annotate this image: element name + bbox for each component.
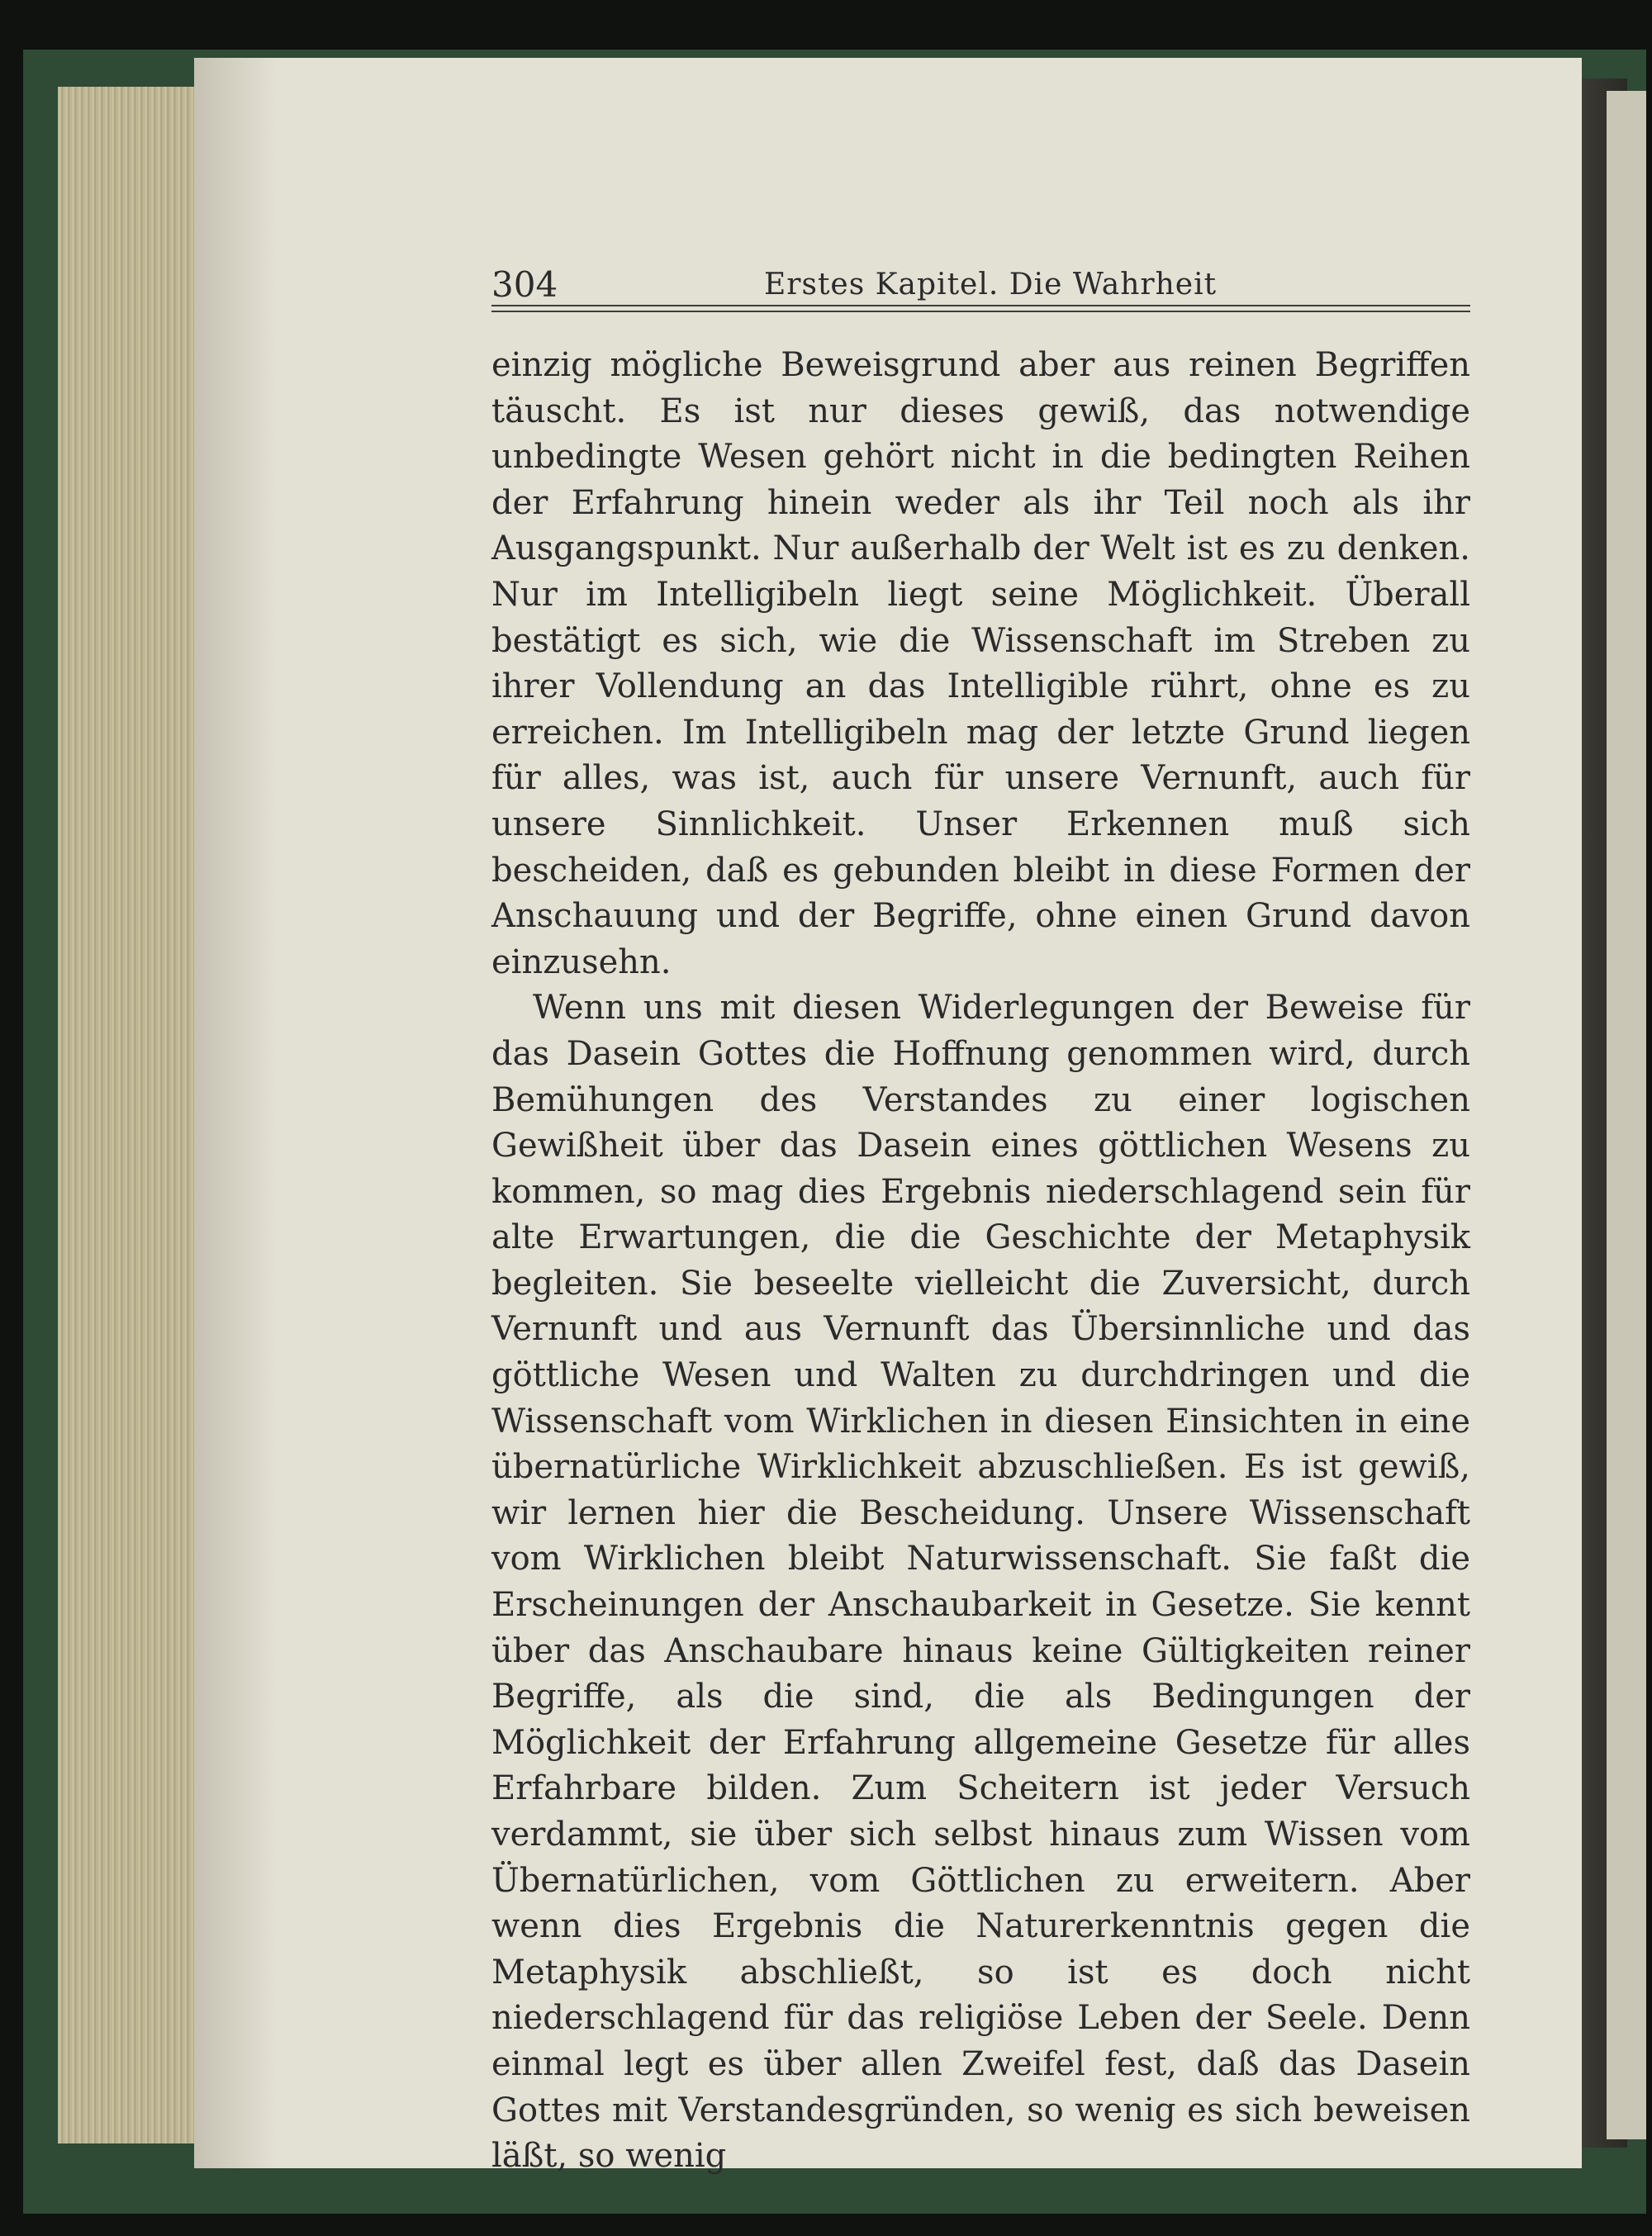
page-edges [58,87,206,2143]
gutter-shadow [194,58,277,2168]
paragraph: Wenn uns mit diesen Widerlegungen der Beweise für das Dasein Gottes die Hoffnung genommen wird, durch Bemühungen des Verstandes zu einer logischen Gewißheit über das Dasein eines göttlichen Wesens zu kommen, so mag dies Ergebnis niederschlagend sein für alte Erwartungen, die die Geschichte der Metaphysik begleiten. Sie beseelte vielleicht die Zuversicht, durch Vernunft und aus Vernunft das Übersinnliche und das göttliche Wesen und Walten zu durchdringen und die Wissenschaft vom Wirklichen in diesen Einsichten in eine übernatürliche Wirklichkeit abzuschließen. Es ist gewiß, wir lernen hier die Bescheidung. Unsere Wissenschaft vom Wirklichen bleibt Naturwissenschaft. Sie faßt die Erscheinungen der Anschaubarkeit in Gesetze. Sie kennt über das Anschaubare hinaus keine Gültigkeiten reiner Begriffe, als die sind, die als Bedingungen der Möglichkeit der Erfahrung allgemeine Gesetze für alles Erfahrbare bilden. Zum Scheitern ist jeder Versuch verdammt, sie über sich selbst hinaus zum Wissen vom Übernatürlichen, vom Göttlichen zu erweitern. Aber wenn dies Ergebnis die Naturerkenntnis gegen die Metaphysik abschließt, so ist es doch nicht niederschlagend für das religiöse Leben der Seele. Denn einmal legt es über allen Zweifel fest, daß das Dasein Gottes mit Verstandesgründen, so wenig es sich beweisen läßt, so wenig [491,989,1470,2176]
page-header [491,264,1470,304]
page-number: 304 [491,264,558,305]
paragraph: einzig mögliche Beweisgrund aber aus reinen Begriffen täuscht. Es ist nur dieses gewiß, das notwendige unbedingte Wesen gehört nicht in die bedingten Reihen der Erfahrung hinein weder als ihr Teil noch als ihr Ausgangspunkt. Nur außerhalb der Welt ist es zu denken. Nur im Intelligibeln liegt seine Möglichkeit. Überall bestätigt es sich, wie die Wissenschaft im Streben zu ihrer Vollendung an das Intelligible rührt, ohne es zu erreichen. Im Intelligibeln mag der letzte Grund liegen für alles, was ist, auch für unsere Vernunft, auch für unsere Sinnlichkeit. Unser Erkennen muß sich bescheiden, daß es gebunden bleibt in diese Formen der Anschauung und der Begriffe, ohne einen Grund davon einzusehn. [491,346,1470,981]
header-rule-top [491,305,1470,306]
header-rule-bottom [491,311,1470,312]
facing-page-edge [1607,91,1646,2139]
body-text [491,343,1470,2180]
running-title: Erstes Kapitel. Die Wahrheit [764,268,1218,301]
